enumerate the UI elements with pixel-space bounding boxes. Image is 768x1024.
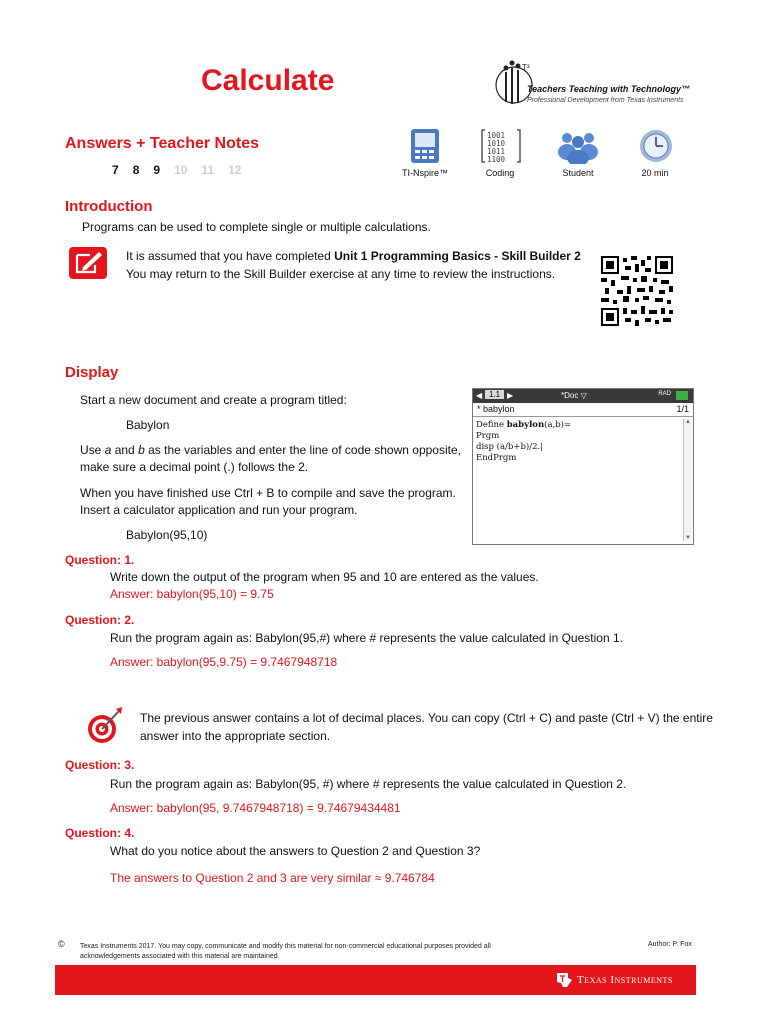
tab-left-arrow-icon[interactable]: ◀ xyxy=(476,391,483,400)
t3-logo-text: Teachers Teaching with Technology™ xyxy=(527,84,691,94)
skill-builder-reference: Unit 1 Programming Basics - Skill Builder 2 xyxy=(334,249,581,263)
svg-text:1010: 1010 xyxy=(487,139,506,148)
calculator-label: TI-Nspire™ xyxy=(401,168,448,178)
question-1-answer: Answer: babylon(95,10) = 9.75 xyxy=(110,587,274,601)
grade-levels xyxy=(112,163,241,177)
chevron-down-icon: ▽ xyxy=(580,391,587,400)
display-heading: Display xyxy=(65,364,119,381)
program-name: Babylon xyxy=(126,418,170,432)
svg-text:1100: 1100 xyxy=(487,155,506,164)
svg-text:T³: T³ xyxy=(522,63,530,72)
qr-code[interactable] xyxy=(601,256,673,326)
program-page-count: 1/1 xyxy=(676,404,689,414)
calculator-icon xyxy=(405,128,445,164)
coding-label: Coding xyxy=(485,168,515,178)
calculator-screen xyxy=(472,388,694,545)
texas-instruments-brand: Texas Instruments xyxy=(577,974,673,986)
grade-8: 8 xyxy=(132,163,140,177)
program-file-name: * babylon xyxy=(477,404,515,414)
code-line-endprgm: EndPrgm xyxy=(476,453,517,463)
student-label: Student xyxy=(562,168,594,178)
question-4-label: Question: 4. xyxy=(65,826,135,840)
copyright-line2: acknowledgements associated with this material are maintained. xyxy=(80,953,280,960)
calculator-toolbar xyxy=(473,389,693,403)
grade-7: 7 xyxy=(112,163,119,177)
copyright-line1: Texas Instruments 2017. You may copy, communicate and modify this material for non-commercial educational purposes provided all xyxy=(80,943,491,950)
grade-9: 9 xyxy=(153,163,161,177)
display-instruction-3b: Insert a calculator application and run your program. xyxy=(80,503,358,517)
scroll-up-icon[interactable]: ▲ xyxy=(685,419,691,425)
author-credit: Author: P. Fox xyxy=(648,941,692,948)
program-editor[interactable] xyxy=(473,417,693,467)
grade-10: 10 xyxy=(174,163,188,177)
prerequisite-note-line2: You may return to the Skill Builder exercise at any time to review the instructions. xyxy=(126,267,556,281)
question-1-text: Write down the output of the program when 95 and 10 are entered as the values. xyxy=(110,570,539,584)
grade-12: 12 xyxy=(228,163,242,177)
tip-line1: The previous answer contains a lot of decimal places. You can copy (Ctrl + C) and paste (Ctrl + V) the entire xyxy=(140,711,713,725)
display-instruction-3: When you have finished use Ctrl + B to compile and save the program. xyxy=(80,486,456,500)
display-instruction-2b: make sure a decimal point (.) follows the 2. xyxy=(80,460,309,474)
duration-label: 20 min xyxy=(641,168,669,178)
introduction-heading: Introduction xyxy=(65,198,153,215)
question-1-label: Question: 1. xyxy=(65,553,135,567)
tab-right-arrow-icon[interactable]: ▶ xyxy=(507,391,514,400)
program-call: Babylon(95,10) xyxy=(126,528,208,542)
question-2-text: Run the program again as: Babylon(95,#) where # represents the value calculated in Question 1. xyxy=(110,631,623,645)
texas-instruments-logo-icon xyxy=(555,972,573,988)
target-tip-icon xyxy=(85,705,125,745)
answers-subtitle: Answers + Teacher Notes xyxy=(65,135,260,152)
code-line-prgm: Prgm xyxy=(476,431,500,441)
battery-icon xyxy=(676,391,688,400)
question-2-label: Question: 2. xyxy=(65,613,135,627)
display-instruction-2: Use a and b as the variables and enter the line of code shown opposite, xyxy=(80,443,461,457)
question-3-answer: Answer: babylon(95, 9.7467948718) = 9.74679434481 xyxy=(110,801,401,815)
question-3-label: Question: 3. xyxy=(65,758,135,772)
copyright-symbol: © xyxy=(58,939,65,949)
scroll-down-icon[interactable]: ▼ xyxy=(685,535,691,541)
question-2-answer: Answer: babylon(95,9.75) = 9.7467948718 xyxy=(110,655,338,669)
question-4-answer: The answers to Question 2 and 3 are very similar ≈ 9.746784 xyxy=(110,871,435,885)
students-icon xyxy=(557,128,597,164)
svg-text:1011: 1011 xyxy=(487,147,506,156)
clock-icon xyxy=(636,128,676,164)
prerequisite-note-line1: It is assumed that you have completed Unit 1 Programming Basics - Skill Builder 2 xyxy=(126,249,581,263)
question-3-text: Run the program again as: Babylon(95, #) where # represents the value calculated in Question 2. xyxy=(110,777,627,791)
display-instruction-1: Start a new document and create a program titled: xyxy=(80,393,347,407)
tip-line2: answer into the appropriate section. xyxy=(140,729,331,743)
code-line-define: Define babylon(a,b)= xyxy=(476,420,572,430)
note-edit-icon xyxy=(68,246,108,280)
page-tab[interactable]: 1.1 xyxy=(485,390,504,399)
svg-text:1001: 1001 xyxy=(487,131,506,140)
editor-scrollbar[interactable] xyxy=(683,419,692,541)
introduction-text: Programs can be used to complete single or multiple calculations. xyxy=(82,220,431,234)
code-line-disp: disp (a/b+b)/2.| xyxy=(476,442,544,452)
grade-11: 11 xyxy=(201,163,215,177)
page-title: Calculate xyxy=(201,64,335,97)
program-file-row xyxy=(473,403,693,417)
t3-logo-subtext: Professional Development from Texas Instruments xyxy=(527,97,684,104)
footer-brand-bar xyxy=(55,965,696,995)
binary-code-icon xyxy=(481,128,521,164)
question-4-text: What do you notice about the answers to Question 2 and Question 3? xyxy=(110,844,481,858)
angle-mode: RAD xyxy=(658,391,671,397)
document-name[interactable]: *Doc ▽ xyxy=(561,391,587,400)
